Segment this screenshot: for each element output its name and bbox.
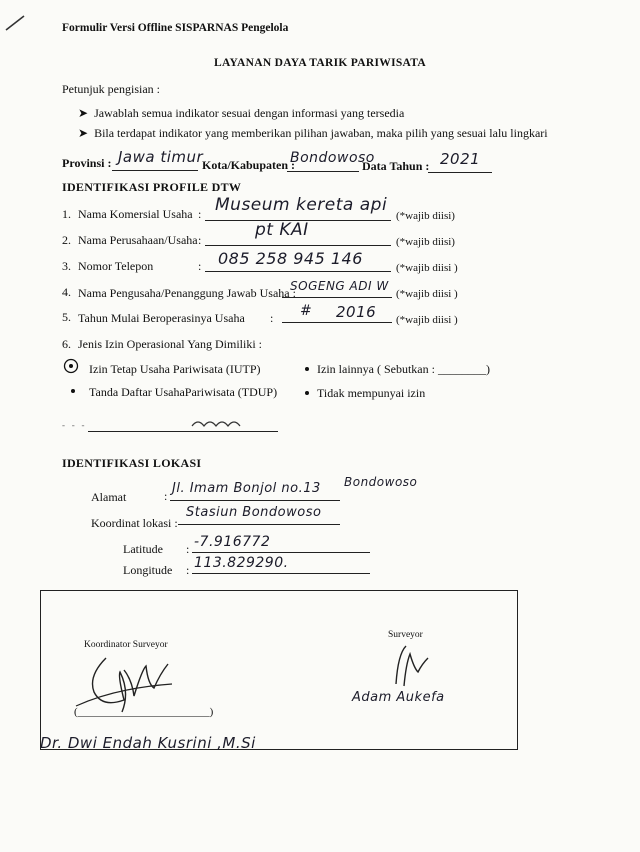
field-label: Nama Komersial Usaha — [78, 207, 193, 221]
company-name-value[interactable]: pt KAI — [255, 220, 309, 240]
address-label: Alamat — [91, 490, 127, 504]
instruction-item — [78, 126, 548, 141]
required-note: (*wajib diisi ) — [396, 288, 458, 300]
obscured-text: - - - — [62, 420, 85, 430]
field-label: Nama Perusahaan/Usaha — [78, 233, 198, 247]
required-note: (*wajib diisi ) — [396, 262, 458, 274]
obscured-line — [88, 431, 278, 432]
permit-option-iutp[interactable]: Izin Tetap Usaha Pariwisata (IUTP) — [89, 362, 261, 376]
province-label: Provinsi : — [62, 156, 112, 170]
bullet-icon — [305, 391, 309, 395]
instruction-text: Jawablah semua indikator sesuai dengan informasi yang tersedia — [94, 106, 405, 120]
field-label: Nomor Telepon — [78, 259, 154, 273]
arrow-icon: ➤ — [78, 106, 89, 120]
service-title: LAYANAN DAYA TARIK PARIWISATA — [213, 57, 427, 69]
commercial-name-value[interactable]: Museum kereta api — [215, 195, 388, 215]
field-label: Tahun Mulai Beroperasinya Usaha — [78, 311, 245, 325]
colon: : — [186, 563, 190, 577]
field-number: 4. — [62, 285, 71, 299]
crossed-mark: # — [300, 303, 313, 319]
bullet-icon — [305, 367, 309, 371]
instruction-text: Bila terdapat indikator yang memberikan pilihan jawaban, maka pilih yang sesuai lalu lingkari — [94, 126, 548, 140]
arrow-icon: ➤ — [78, 126, 89, 140]
year-value[interactable]: 2021 — [440, 150, 481, 168]
address-value[interactable]: Jl. Imam Bonjol no.13 — [172, 481, 321, 496]
latitude-label: Latitude — [123, 542, 163, 556]
address-extra-value[interactable]: Bondowoso — [344, 475, 418, 489]
longitude-value[interactable]: 113.829290. — [194, 555, 289, 571]
instructions-title: Petunjuk pengisian : — [62, 82, 160, 96]
field-number: 3. — [62, 259, 71, 273]
permit-question: Jenis Izin Operasional Yang Dimiliki : — [78, 337, 262, 351]
colon: : — [198, 233, 202, 247]
start-year-value[interactable]: 2016 — [336, 303, 377, 321]
latitude-value[interactable]: -7.916772 — [194, 534, 271, 550]
field-number: 6. — [62, 337, 71, 351]
colon: : — [270, 311, 274, 325]
longitude-label: Longitude — [123, 563, 173, 577]
required-note: (*wajib diisi ) — [396, 314, 458, 326]
permit-option-other[interactable]: Izin lainnya ( Sebutkan : ________) — [317, 362, 490, 376]
phone-value[interactable]: 085 258 945 146 — [218, 249, 363, 268]
regency-value[interactable]: Bondowoso — [290, 150, 375, 166]
regency-label: Kota/Kabupaten : — [202, 158, 296, 172]
pen-mark-icon — [4, 10, 28, 34]
permit-option-none[interactable]: Tidak mempunyai izin — [317, 386, 426, 400]
profile-heading: IDENTIFIKASI PROFILE DTW — [62, 180, 242, 194]
instruction-item — [78, 106, 404, 121]
surveyor-signature — [388, 640, 438, 690]
surveyor-label: Surveyor — [388, 630, 423, 640]
form-title: Formulir Versi Offline SISPARNAS Pengelola — [62, 22, 289, 34]
field-number: 1. — [62, 207, 71, 221]
permit-option-tdup[interactable]: Tanda Daftar UsahaPariwisata (TDUP) — [89, 385, 278, 399]
signature-bracket: (________________________) — [74, 706, 214, 718]
coordinator-label: Koordinator Surveyor — [84, 640, 168, 650]
year-label: Data Tahun : — [362, 159, 430, 173]
circled-option-icon — [63, 358, 79, 374]
location-heading: IDENTIFIKASI LOKASI — [62, 456, 202, 470]
required-note: (*wajib diisi) — [396, 210, 455, 222]
field-number: 5. — [62, 310, 71, 324]
coordinate-label: Koordinat lokasi : — [91, 516, 178, 530]
field-number: 2. — [62, 233, 71, 247]
colon: : — [198, 259, 202, 273]
required-note: (*wajib diisi) — [396, 236, 455, 248]
coordinate-value[interactable]: Stasiun Bondowoso — [186, 505, 322, 520]
coordinator-name: Dr. Dwi Endah Kusrini ,M.Si — [40, 734, 256, 752]
obscured-scribble — [190, 414, 250, 428]
province-value[interactable]: Jawa timur — [118, 148, 204, 166]
bullet-icon — [71, 389, 75, 393]
surveyor-name: Adam Aukefa — [352, 690, 445, 705]
colon: : — [186, 542, 190, 556]
colon: : — [164, 489, 168, 503]
owner-name-value[interactable]: SOGENG ADI W — [290, 279, 389, 293]
field-label: Nama Pengusaha/Penanggung Jawab Usaha : — [78, 286, 296, 300]
colon: : — [198, 207, 202, 221]
